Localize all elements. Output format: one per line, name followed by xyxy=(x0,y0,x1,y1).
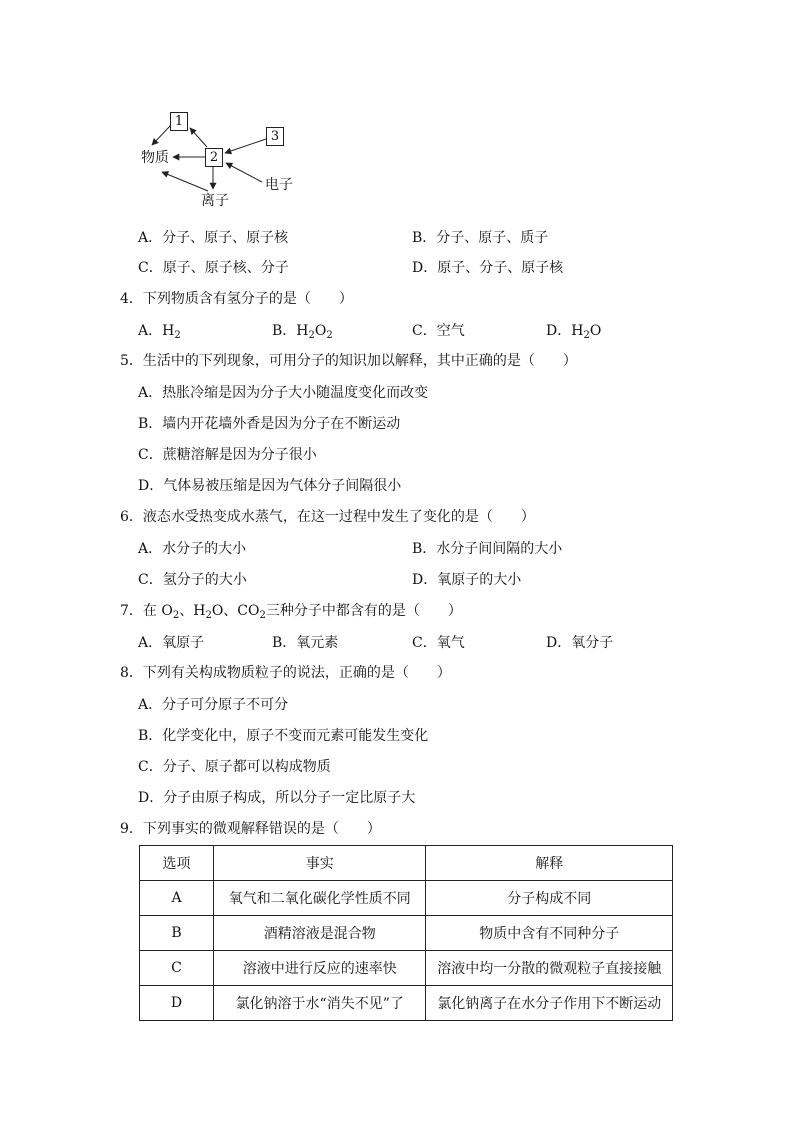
q6-option-d: D．氧原子的大小 xyxy=(412,572,522,588)
arrow-2-to-1 xyxy=(190,128,207,147)
arrow-1-to-matter xyxy=(152,125,171,145)
q9-table xyxy=(139,845,673,1021)
q3-option-d: D．原子、分子、原子核 xyxy=(412,260,564,276)
diagram-box-1: 1 xyxy=(170,112,188,131)
diagram-label-electron: 电子 xyxy=(265,177,293,193)
cell-explanation: 物质中含有不同种分子 xyxy=(426,916,673,951)
arrow-ion-to-matter xyxy=(162,172,208,191)
q8-option-b: B．化学变化中，原子不变而元素可能发生变化 xyxy=(138,728,429,744)
cell-option: C xyxy=(140,951,214,986)
q7-option-d: D．氧分子 xyxy=(546,635,614,651)
q3-option-b: B．分子、原子、质子 xyxy=(412,230,549,246)
cell-fact: 氯化钠溶于水“消失不见”了 xyxy=(214,986,426,1021)
q8-option-a: A．分子可分原子不可分 xyxy=(138,697,289,713)
cell-explanation: 分子构成不同 xyxy=(426,881,673,916)
q9-stem: 9．下列事实的微观解释错误的是（ ） xyxy=(120,821,381,837)
cell-option: A xyxy=(140,881,214,916)
table-row xyxy=(140,951,673,986)
q7-option-c: C．氧气 xyxy=(412,635,465,651)
q7-option-a: A．氧原子 xyxy=(138,635,205,651)
q8-option-d: D．分子由原子构成，所以分子一定比原子大 xyxy=(138,790,416,806)
arrow-electron-to-2 xyxy=(226,163,262,182)
q7-stem: 7．在 $O_2$、$H_2O$、$CO_2$三种分子中都含有的是（ ） xyxy=(120,603,462,621)
q5-stem: 5．生活中的下列现象，可用分子的知识加以解释，其中正确的是（ ） xyxy=(120,353,577,369)
arrow-3-to-2 xyxy=(225,139,266,153)
q5-option-c: C．蔗糖溶解是因为分子很小 xyxy=(138,447,317,463)
q3-option-a: A．分子、原子、原子核 xyxy=(138,230,289,246)
table-row xyxy=(140,986,673,1021)
diagram-box-2: 2 xyxy=(205,148,223,167)
header-explanation: 解释 xyxy=(426,846,673,881)
cell-explanation: 氯化钠离子在水分子作用下不断运动 xyxy=(426,986,673,1021)
q7-option-b: B．氧元素 xyxy=(272,635,339,651)
q5-option-b: B．墙内开花墙外香是因为分子在不断运动 xyxy=(138,416,401,432)
table-row xyxy=(140,916,673,951)
header-option: 选项 xyxy=(140,846,214,881)
q4-stem: 4．下列物质含有氢分子的是（ ） xyxy=(120,291,353,307)
q8-stem: 8．下列有关构成物质粒子的说法，正确的是（ ） xyxy=(120,665,451,681)
cell-fact: 酒精溶液是混合物 xyxy=(214,916,426,951)
table-row xyxy=(140,881,673,916)
cell-fact: 溶液中进行反应的速率快 xyxy=(214,951,426,986)
q3-option-c: C．原子、原子核、分子 xyxy=(138,260,289,276)
header-fact: 事实 xyxy=(214,846,426,881)
q6-stem: 6．液态水受热变成水蒸气，在这一过程中发生了变化的是（ ） xyxy=(120,509,535,525)
diagram-label-matter: 物质 xyxy=(141,150,169,166)
cell-fact: 氧气和二氧化碳化学性质不同 xyxy=(214,881,426,916)
q6-option-b: B．水分子间间隔的大小 xyxy=(412,541,563,557)
q5-option-d: D．气体易被压缩是因为气体分子间隔很小 xyxy=(138,478,402,494)
q8-option-c: C．分子、原子都可以构成物质 xyxy=(138,759,331,775)
q6-option-c: C．氢分子的大小 xyxy=(138,572,247,588)
q4-option-a: A．$H_2$ xyxy=(138,323,181,341)
q5-option-a: A．热胀冷缩是因为分子大小随温度变化而改变 xyxy=(138,385,429,401)
q4-option-d: D．$H_2O$ xyxy=(546,323,602,341)
q6-option-a: A．水分子的大小 xyxy=(138,541,247,557)
q4-option-c: C．空气 xyxy=(412,323,465,339)
cell-option: D xyxy=(140,986,214,1021)
diagram-box-3: 3 xyxy=(266,127,284,146)
cell-option: B xyxy=(140,916,214,951)
diagram-label-ion: 离子 xyxy=(201,193,229,209)
cell-explanation: 溶液中均一分散的微观粒子直接接触 xyxy=(426,951,673,986)
q4-option-b: B．$H_2O_2$ xyxy=(272,323,333,341)
table-header-row xyxy=(140,846,673,881)
